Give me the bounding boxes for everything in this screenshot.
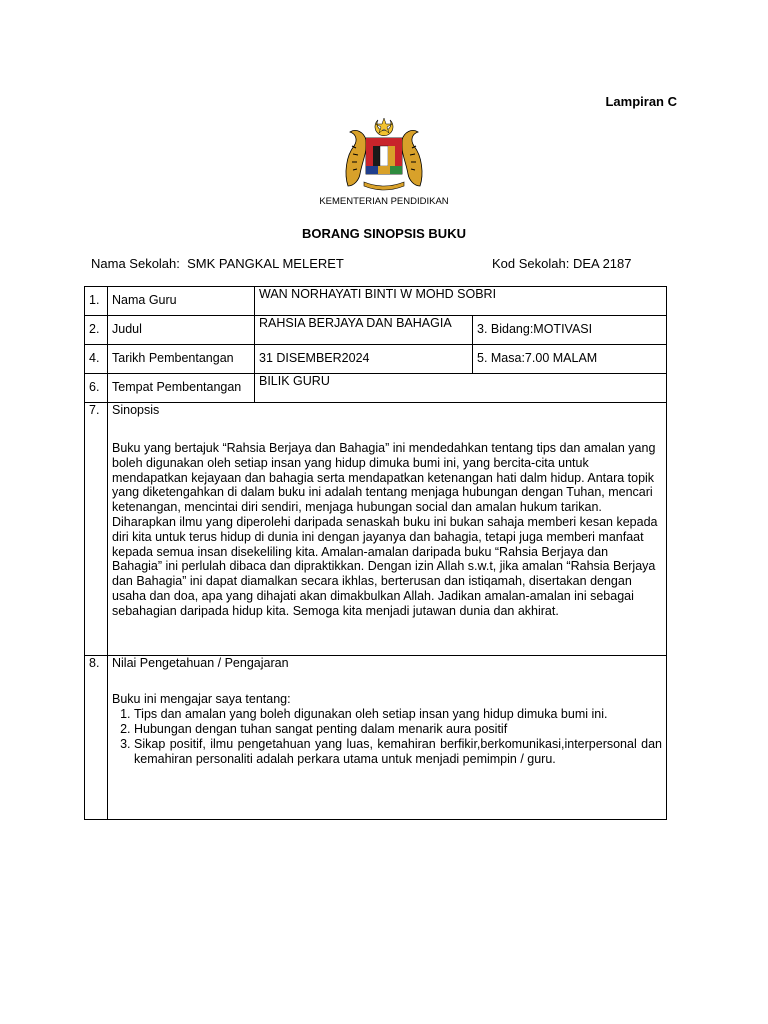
- crest-star-moon: [375, 118, 393, 136]
- row-value: WAN NORHAYATI BINTI W MOHD SOBRI: [255, 287, 667, 316]
- row-label: Tarikh Pembentangan: [108, 345, 255, 374]
- school-code: Kod Sekolah: DEA 2187: [492, 256, 632, 271]
- crest-right-tiger: [402, 130, 422, 186]
- row-number: 4.: [85, 345, 108, 374]
- row-number: 8.: [85, 656, 108, 820]
- row-value: 31 DISEMBER2024: [255, 345, 473, 374]
- row-number: 1.: [85, 287, 108, 316]
- sinopsis-cell: [108, 403, 667, 656]
- sinopsis-row: [85, 403, 667, 656]
- list-item: 1. Tips dan amalan yang boleh digunakan oleh setiap insan yang hidup dimuka bumi ini.: [134, 707, 662, 722]
- nilai-cell: [108, 656, 667, 820]
- nilai-label: Nilai Pengetahuan / Pengajaran: [112, 656, 289, 670]
- list-item: 2. Hubungan dengan tuhan sangat penting dalam menarik aura positif: [134, 722, 662, 737]
- table-row: [85, 316, 667, 345]
- form-title: BORANG SINOPSIS BUKU: [302, 226, 466, 241]
- table-row: [85, 287, 667, 316]
- crest-shield: [366, 138, 402, 174]
- school-name: Nama Sekolah: SMK PANGKAL MELERET: [91, 256, 344, 271]
- list-item: 3. Sikap positif, ilmu pengetahuan yang luas, kemahiran berfikir,berkomunikasi,interpersonal dan kemahiran personaliti adalah perkara utama untuk menjadi pemimpin / guru.: [134, 737, 662, 767]
- nilai-intro: Buku ini mengajar saya tentang:: [112, 692, 291, 706]
- crest-banner: [364, 182, 404, 190]
- synopsis-form-table: [84, 286, 667, 820]
- table-row: [85, 374, 667, 403]
- row-label: Tempat Pembentangan: [108, 374, 255, 403]
- nilai-row: [85, 656, 667, 820]
- row-number: 2.: [85, 316, 108, 345]
- table-row: [85, 345, 667, 374]
- sinopsis-text: Buku yang bertajuk “Rahsia Berjaya dan Bahagia” ini mendedahkan tentang tips dan amalan yang boleh digunakan oleh setiap insan yang hidup dimuka bumi ini, yang bercita-cita untuk mendapatkan kejayaan dan bahagia serta mendapatkan ketenangan hati dalm hidup. Antara topik yang diketengahkan di dalam buku ini adalah tentang menjaga hubungan dengan Tuhan, mencari ketenangan, mencintai diri sendiri, menjaga hubungan social dan amalan hukum tarikan. Diharapkan ilmu yang diperolehi daripada senaskah buku ini bukan sahaja memberi kesan kepada diri kita untuk terus hidup di dunia ini dengan jayanya dan bahagia, tetapi juga memberi manfaat kepada semua insan disekeliling kita. Amalan-amalan daripada buku “Rahsia Berjaya dan Bahagia” ini perlulah dibaca dan dipraktikkan. Dengan izin Allah s.w.t, jika amalan “Rahsia Berjaya dan Bahagia” ini dapat diamalkan secara ikhlas, berterusan dan istiqamah, disertakan dengan usaha dan doa, apa yang dihajati akan dimakbulkan Allah. Jadikan amalan-amalan ini sebagai sebahagian daripada hidup kita. Semoga kita menjadi jutawan dunia dan akhirat.: [112, 441, 658, 618]
- row-number: 7.: [85, 403, 108, 656]
- row-extra: 3. Bidang:MOTIVASI: [473, 316, 667, 345]
- ministry-name: KEMENTERIAN PENDIDIKAN: [319, 196, 449, 207]
- sinopsis-label: Sinopsis: [112, 403, 160, 417]
- row-value: BILIK GURU: [255, 374, 667, 403]
- coat-of-arms-logo: [340, 116, 428, 192]
- row-label: Judul: [108, 316, 255, 345]
- row-extra: 5. Masa:7.00 MALAM: [473, 345, 667, 374]
- lampiran-label: Lampiran C: [605, 94, 677, 109]
- nilai-list: [112, 707, 662, 767]
- crest-left-tiger: [346, 130, 366, 186]
- row-value: RAHSIA BERJAYA DAN BAHAGIA: [255, 316, 473, 345]
- row-label: Nama Guru: [108, 287, 255, 316]
- row-number: 6.: [85, 374, 108, 403]
